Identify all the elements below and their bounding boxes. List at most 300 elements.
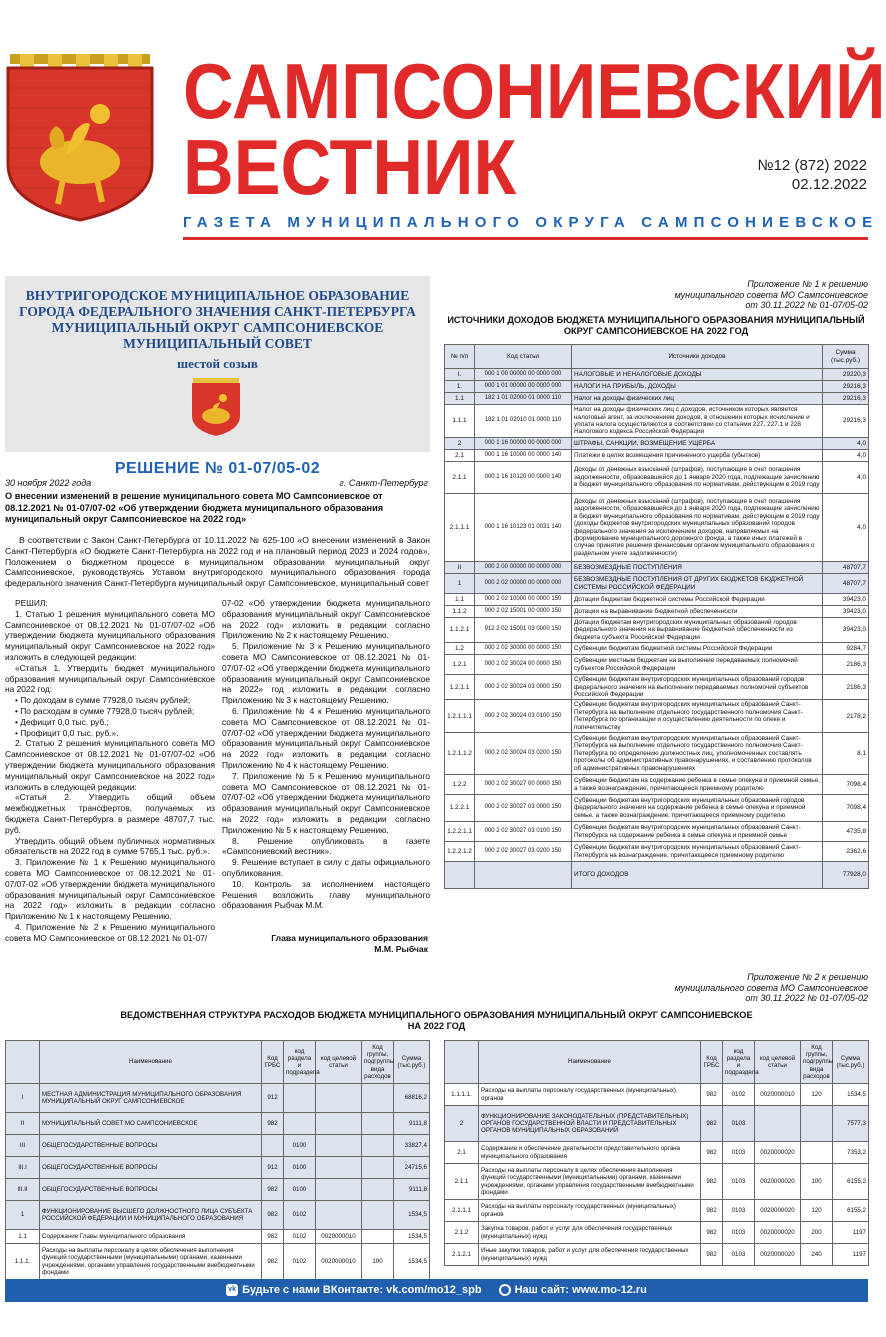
- decision-text-right: [222, 598, 430, 911]
- row-code: 000 2 02 15001 00 0000 150: [475, 606, 572, 618]
- row-number: 1.2.2.1.1: [445, 822, 475, 842]
- row-section-code: 0103: [723, 1222, 755, 1244]
- table-row: [6, 1157, 430, 1179]
- row-name: Субвенции бюджетам внутригородских муниципальных образований городов федерального значения на содержание ребенка в семье опекуна и приемной семье, а также вознаграждение, причитающееся приемному родителю: [572, 795, 823, 822]
- table-row: [445, 675, 869, 700]
- row-sum: 29216,3: [823, 381, 869, 393]
- row-code: 182 1 01 02010 01 0000 110: [475, 405, 572, 438]
- row-number: 1.2.1.1.2: [445, 733, 475, 775]
- row-section-code: 0102: [284, 1230, 316, 1244]
- row-grbs: 982: [262, 1230, 284, 1244]
- row-name: Расходы на выплаты персоналу государственных (муниципальных) органов: [479, 1200, 701, 1222]
- row-sum: 39423,0: [823, 606, 869, 618]
- paragraph: 1. Статью 1 решения муниципального совета МО Сампсониевское от 08.12.2021 № 01-07/07-02 «Об утверждении бюджета муниципального образования муниципальный округ Сампсониевское на 2022 год» изложить в следующей редакции:: [5, 608, 215, 662]
- row-number: 2: [445, 438, 475, 450]
- appendix-note-line: муниципального совета МО Сампсониевское: [674, 289, 868, 300]
- masthead-tagline: ГАЗЕТА МУНИЦИПАЛЬНОГО ОКРУГА САМПСОНИЕВСКОЕ: [183, 214, 879, 231]
- row-sum: 1534,5: [394, 1201, 430, 1230]
- column-header: код раздела и подраздела: [284, 1041, 316, 1084]
- vk-icon: vk: [226, 1284, 238, 1296]
- paragraph: 8. Решение опубликовать в газете «Сампсониевский вестник».: [222, 835, 430, 857]
- row-grbs: 982: [701, 1106, 723, 1142]
- row-code: 000 1 16 00000 00 0000 000: [475, 438, 572, 450]
- row-number: 1.1: [445, 594, 475, 606]
- row-code: [475, 862, 572, 889]
- appendix2-title: [5, 1010, 868, 1032]
- row-target-code: [316, 1113, 362, 1135]
- row-number: 1: [6, 1201, 40, 1230]
- row-expense-type: [801, 1106, 833, 1142]
- table-row: [445, 733, 869, 775]
- appendix-note-line: от 30.11.2022 № 01-07/05-02: [745, 993, 868, 1003]
- row-sum: 39423,0: [823, 618, 869, 643]
- table-row: [6, 1201, 430, 1230]
- row-sum: 33827,4: [394, 1135, 430, 1157]
- row-sum: 77928,0: [823, 862, 869, 889]
- row-expense-type: 200: [801, 1222, 833, 1244]
- row-number: 1.1: [6, 1230, 40, 1244]
- appendix2-title-line: НА 2022 ГОД: [407, 1021, 466, 1031]
- row-expense-type: [362, 1113, 394, 1135]
- table-row: [445, 450, 869, 462]
- list-item: • Дефицит 0,0 тыс. руб.;: [15, 717, 215, 728]
- column-header: Код группы, подгруппы вида расходов: [362, 1041, 394, 1084]
- column-header: код целевой статьи: [755, 1041, 801, 1084]
- appendix-note-line: Приложение № 1 к решению: [747, 279, 868, 289]
- row-name: Расходы на выплаты персоналу в целях обеспечения выполнения функций государственными (муниципальными) органами, казенными учреждениями, органами управления государственными внебюджетными фондами: [40, 1244, 262, 1280]
- row-code: 000 2 02 30027 03 0100 150: [475, 822, 572, 842]
- row-grbs: 982: [262, 1244, 284, 1280]
- row-expense-type: [362, 1230, 394, 1244]
- row-sum: 4,0: [823, 494, 869, 562]
- table-row: [445, 494, 869, 562]
- row-target-code: [755, 1106, 801, 1142]
- row-name: ФУНКЦИОНИРОВАНИЕ ВЫСШЕГО ДОЛЖНОСТНОГО ЛИЦА СУБЪЕКТА РОССИЙСКОЙ ФЕДЕРАЦИИ И МУНИЦИПАЛЬНОГО ОБРАЗОВАНИЯ: [40, 1201, 262, 1230]
- row-sum: 7098,4: [823, 775, 869, 795]
- table-row: [445, 438, 869, 450]
- footer-bar: [5, 1279, 868, 1302]
- row-number: 1.1.2.1: [445, 618, 475, 643]
- decision-title: РЕШЕНИЕ № 01-07/05-02: [114, 460, 321, 477]
- paragraph: 10. Контроль за исполнением настоящего Решения возложить главу муниципального образования Рыбчак М.М.: [222, 878, 430, 911]
- council-line: ВНУТРИГОРОДСКОЕ МУНИЦИПАЛЬНОЕ ОБРАЗОВАНИЕ: [25, 288, 410, 303]
- header-row: [445, 1041, 869, 1084]
- table-row: [445, 655, 869, 675]
- row-name: Доходы от денежных взысканий (штрафов), поступающие в счет погашения задолженности, образовавшейся до 1 января 2020 года, подлежащие зачислению в бюджет муниципального образования по нормативам, действующим в 2019 году: [572, 462, 823, 494]
- header-row: [6, 1041, 430, 1084]
- signature-title: Глава муниципального образования: [271, 933, 428, 943]
- paragraph: 5. Приложение № 3 к Решению муниципального совета МО Сампсониевское от 08.12.2021 № 01-07/07-02 «Об утверждении бюджета муниципального образования муниципальный округ Сампсониевское на 2022» год изложить в редакции согласно Приложению № 3 к настоящему Решению.: [222, 641, 430, 706]
- table-row: [445, 381, 869, 393]
- row-name: Содержание Главы муниципального образования: [40, 1230, 262, 1244]
- row-name: БЕЗВОЗМЕЗДНЫЕ ПОСТУПЛЕНИЯ ОТ ДРУГИХ БЮДЖЕТОВ БЮДЖЕТНОЙ СИСТЕМЫ РОССИЙСКОЙ ФЕДЕРАЦИИ: [572, 574, 823, 594]
- row-target-code: 0020000020: [755, 1164, 801, 1200]
- globe-icon: [499, 1284, 511, 1296]
- table-row: [445, 822, 869, 842]
- row-number: 1.1.1: [445, 405, 475, 438]
- row-number: I: [6, 1084, 40, 1113]
- appendix-note-line: муниципального совета МО Сампсониевское: [674, 982, 868, 993]
- row-grbs: 982: [701, 1200, 723, 1222]
- paragraph: 7. Приложение № 5 к Решению муниципального совета МО Сампсониевское от 08.12.2021 № 01-07/07-02 «Об утверждении бюджета муниципального образования муниципальный округ Сампсониевское на 2022 год» изложить в редакции согласно Приложению № 5 к настоящему Решению.: [222, 770, 430, 835]
- row-code: 000 1 16 10120 00 0000 140: [475, 462, 572, 494]
- row-name: Содержание и обеспечение деятельности представительного органа муниципального образования: [479, 1142, 701, 1164]
- table-row: [445, 562, 869, 574]
- row-number: 1.2.1.1.1: [445, 700, 475, 733]
- row-name: Налог на доходы физических лиц с доходов, источником которых является налоговый агент, за исключением доходов, в отношении которых исчисление и уплата налога осуществляются в соответствии со статьями 227, 227.1 и 228 Налогового кодекса Российской Федерации: [572, 405, 823, 438]
- row-number: III: [6, 1135, 40, 1157]
- row-number: 1.2.2: [445, 775, 475, 795]
- column-header: код раздела и подраздела: [723, 1041, 755, 1084]
- row-name: ШТРАФЫ, САНКЦИИ, ВОЗМЕЩЕНИЕ УЩЕРБА: [572, 438, 823, 450]
- row-target-code: 0020000020: [755, 1244, 801, 1266]
- row-number: 1.2.2.1.2: [445, 842, 475, 862]
- table-row: [445, 1106, 869, 1142]
- column-header: Код ГРБС: [701, 1041, 723, 1084]
- paragraph: «Статья 1. Утвердить бюджет муниципального образования муниципальный округ Сампсониевское на 2022 год:: [5, 662, 215, 695]
- row-name: ОБЩЕГОСУДАРСТВЕННЫЕ ВОПРОСЫ: [40, 1179, 262, 1201]
- row-sum: 6155,2: [833, 1164, 869, 1200]
- row-code: 000 1 16 10123 01 0031 140: [475, 494, 572, 562]
- row-name: Расходы на выплаты персоналу в целях обеспечения выполнения функций государственными (муниципальными) органами, казенными учреждениями, органами управления государственными внебюджетными фондами: [479, 1164, 701, 1200]
- row-expense-type: [362, 1179, 394, 1201]
- row-section-code: [284, 1113, 316, 1135]
- row-name: Субвенции бюджетам внутригородских муниципальных образований Санкт-Петербурга на выполнение отдельного государственного полномочия Санкт-Петербурга по определению должностных лиц, уполномоченных составлять протоколы об административных правонарушениях, и составлению протоколов об административных правонарушениях: [572, 733, 823, 775]
- row-code: 000 2 02 00000 00 0000 000: [475, 574, 572, 594]
- row-name: Закупка товаров, работ и услуг для обеспечения государственных (муниципальных) нужд: [479, 1222, 701, 1244]
- row-sum: 1197: [833, 1222, 869, 1244]
- row-number: 2.1.1: [445, 1164, 479, 1200]
- row-code: 000 2 02 30027 00 0000 150: [475, 775, 572, 795]
- paragraph: 3. Приложение № 1 к Решению муниципального совета МО Сампсониевское от 08.12.2021 № 01-07/07-02 «Об утверждении бюджета муниципального образования муниципальный округ Сампсониевское на 2022 год» изложить в редакции согласно Приложению № 1 к настоящему Решению.: [5, 857, 215, 922]
- row-name: Доходы от денежных взысканий (штрафов), поступающие в счет погашения задолженности, образовавшейся до 1 января 2020 года, подлежащие зачислению в бюджет муниципального образования по нормативам, действующим в 2019 году (доходы бюджетов внутригородских муниципальных образований городов федерального значения за исключением доходов, направляемых на формирование муниципального дорожного фонда, а также иных платежей в случае принятия решения финансовым органом муниципального образования о раздельном учете задолженности): [572, 494, 823, 562]
- vk-link[interactable]: Будьте с нами ВКонтакте: vk.com/mo12_spb: [242, 1284, 482, 1296]
- row-code: 000 2 00 00000 00 0000 000: [475, 562, 572, 574]
- row-number: III.II: [6, 1179, 40, 1201]
- table-row: [6, 1244, 430, 1280]
- appendix-note-line: Приложение № 2 к решению: [747, 972, 868, 982]
- row-sum: 4,0: [823, 462, 869, 494]
- row-sum: 24715,6: [394, 1157, 430, 1179]
- council-line: МУНИЦИПАЛЬНЫЙ СОВЕТ: [123, 336, 312, 351]
- row-number: 1.1.2: [445, 606, 475, 618]
- row-code: 000 2 02 10000 00 0000 150: [475, 594, 572, 606]
- table-row: [445, 606, 869, 618]
- issue-number: №12 (872) 2022: [757, 157, 867, 174]
- table-row: [445, 618, 869, 643]
- column-header: Сумма (тыс.руб.): [394, 1041, 430, 1084]
- row-name: ИТОГО ДОХОДОВ: [572, 862, 823, 889]
- row-name: МЕСТНАЯ АДМИНИСТРАЦИЯ МУНИЦИПАЛЬНОГО ОБРАЗОВАНИЯ МУНИЦИПАЛЬНЫЙ ОКРУГ САМПСОНИЕВСКОЕ: [40, 1084, 262, 1113]
- row-name: Субвенции бюджетам внутригородских муниципальных образований Санкт-Петербурга на содержание ребенка в семье опекуна и приемной семье: [572, 822, 823, 842]
- row-name: НАЛОГИ НА ПРИБЫЛЬ, ДОХОДЫ: [572, 381, 823, 393]
- row-sum: 48707,7: [823, 574, 869, 594]
- appendix-note-line: от 30.11.2022 № 01-07/05-02: [745, 300, 868, 310]
- row-grbs: 912: [262, 1084, 284, 1113]
- row-name: Субвенции бюджетам внутригородских муниципальных образований Санкт-Петербурга на выполнение отдельного государственного полномочия Санкт-Петербурга по организации и осуществлению деятельности по опеке и попечительству: [572, 700, 823, 733]
- row-sum: 29220,3: [823, 369, 869, 381]
- row-number: 2.1.2: [445, 1222, 479, 1244]
- row-sum: 39423,0: [823, 594, 869, 606]
- row-number: 2.1.1: [445, 462, 475, 494]
- decision-text-left: [5, 598, 215, 944]
- row-number: [445, 862, 475, 889]
- row-name: Дотации бюджетам бюджетной системы Российской Федерации: [572, 594, 823, 606]
- row-target-code: 0020000020: [755, 1142, 801, 1164]
- signature-name: М.М. Рыбчак: [374, 943, 428, 954]
- row-grbs: 982: [262, 1179, 284, 1201]
- table-row: [445, 775, 869, 795]
- row-sum: 4,0: [823, 438, 869, 450]
- column-header: Сумма (тыс.руб.): [823, 345, 869, 369]
- table-row: [445, 462, 869, 494]
- row-number: II: [445, 562, 475, 574]
- table-row: [445, 1244, 869, 1266]
- column-header: Наименование: [479, 1041, 701, 1084]
- row-name: НАЛОГОВЫЕ И НЕНАЛОГОВЫЕ ДОХОДЫ: [572, 369, 823, 381]
- paragraph: 6. Приложение № 4 к Решению муниципального совета МО Сампсониевское от 08.12.2021 № 01-07/07-02 «Об утверждении бюджета муниципального образования муниципальный округ Сампсониевское на 2022 год» изложить в редакции согласно Приложению № 4 к настоящему Решению.: [222, 705, 430, 770]
- table-row: [445, 1222, 869, 1244]
- row-code: 000 1 01 00000 00 0000 000: [475, 381, 572, 393]
- row-target-code: 0020000020: [755, 1222, 801, 1244]
- row-sum: 2362,6: [823, 842, 869, 862]
- list-item: • По расходам в сумме 77928,0 тысяч рублей;: [15, 706, 215, 717]
- row-name: Платежи в целях возмещения причиненного ущерба (убытков): [572, 450, 823, 462]
- row-sum: 7098,4: [823, 795, 869, 822]
- row-number: 2: [445, 1106, 479, 1142]
- table-row: [6, 1084, 430, 1113]
- row-sum: 29216,3: [823, 393, 869, 405]
- row-name: Иные закупки товаров, работ и услуг для обеспечения государственных (муниципальных) нужд: [479, 1244, 701, 1266]
- row-section-code: 0102: [723, 1084, 755, 1106]
- row-number: 1.2.2.1: [445, 795, 475, 822]
- masthead-title-line1: САМПСОНИЕВСКИЙ: [183, 47, 886, 135]
- row-grbs: 982: [701, 1244, 723, 1266]
- row-sum: 7577,3: [833, 1106, 869, 1142]
- table-row: [6, 1135, 430, 1157]
- column-header: [445, 1041, 479, 1084]
- table-row: [445, 842, 869, 862]
- table-row: [6, 1230, 430, 1244]
- row-name: ОБЩЕГОСУДАРСТВЕННЫЕ ВОПРОСЫ: [40, 1135, 262, 1157]
- column-header: Источники доходов: [572, 345, 823, 369]
- row-name: Субвенции бюджетам на содержание ребенка в семье опекуна и приемной семье, а также вознаграждение, причитающееся приемному родителю: [572, 775, 823, 795]
- row-sum: 2186,3: [823, 675, 869, 700]
- row-sum: 9284,7: [823, 643, 869, 655]
- table-row: [445, 369, 869, 381]
- row-section-code: 0100: [284, 1157, 316, 1179]
- row-code: 000 1 00 00000 00 0000 000: [475, 369, 572, 381]
- column-header: [6, 1041, 40, 1084]
- column-header: Код группы, подгруппы вида расходов: [801, 1041, 833, 1084]
- row-name: БЕЗВОЗМЕЗДНЫЕ ПОСТУПЛЕНИЯ: [572, 562, 823, 574]
- row-section-code: 0100: [284, 1179, 316, 1201]
- row-target-code: [316, 1201, 362, 1230]
- row-expense-type: 240: [801, 1244, 833, 1266]
- row-expense-type: 100: [801, 1164, 833, 1200]
- paragraph: 07-02 «Об утверждении бюджета муниципального образования муниципальный округ Сампсониевское на 2022 год» изложить в редакции согласно Приложению № 2 к настоящему Решению.: [222, 598, 430, 641]
- paragraph: 9. Решение вступает в силу с даты официального опубликования.: [222, 857, 430, 878]
- masthead-title-line2: ВЕСТНИК: [183, 123, 517, 211]
- row-grbs: 982: [701, 1142, 723, 1164]
- column-header: Код ГРБС: [262, 1041, 284, 1084]
- issue-info: [758, 156, 868, 194]
- row-sum: 2186,3: [823, 655, 869, 675]
- row-code: 000 2 02 30024 00 0000 150: [475, 655, 572, 675]
- decision-date: 30 ноября 2022 года: [5, 478, 92, 488]
- row-expense-type: [362, 1084, 394, 1113]
- list-item: • По доходам в сумме 77928,0 тысяч рублей;: [15, 695, 215, 706]
- convocation: шестой созыв: [177, 356, 258, 371]
- row-number: 2.1.2.1: [445, 1244, 479, 1266]
- row-name: Дотации бюджетам внутригородских муниципальных образований городов федерального значения на выравнивание бюджетной обеспеченности из бюджета субъекта Российской Федерации: [572, 618, 823, 643]
- row-name: Субвенции бюджетам бюджетной системы Российской Федерации: [572, 643, 823, 655]
- row-expense-type: 120: [801, 1084, 833, 1106]
- row-sum: 68816,2: [394, 1084, 430, 1113]
- council-line: МУНИЦИПАЛЬНЫЙ ОКРУГ САМПСОНИЕВСКОЕ: [51, 320, 384, 335]
- column-header: код целевой статьи: [316, 1041, 362, 1084]
- row-number: III.I: [6, 1157, 40, 1179]
- row-code: 182 1 01 02000 01 0000 110: [475, 393, 572, 405]
- column-header: Сумма (тыс.руб.): [833, 1041, 869, 1084]
- paragraph: 2. Статью 2 решения муниципального совета МО Сампсониевское от 08.12.2021 № 01-07/07-02 «Об утверждении бюджета муниципального образования муниципальный округ Сампсониевское на 2022 год» изложить в следующей редакции:: [5, 738, 215, 792]
- column-header: Код статьи: [475, 345, 572, 369]
- table-row: [445, 594, 869, 606]
- row-section-code: 0103: [723, 1142, 755, 1164]
- row-sum: 1197: [833, 1244, 869, 1266]
- row-sum: 1534,5: [833, 1084, 869, 1106]
- signature-block: [271, 933, 428, 954]
- row-grbs: [262, 1135, 284, 1157]
- row-name: ОБЩЕГОСУДАРСТВЕННЫЕ ВОПРОСЫ: [40, 1157, 262, 1179]
- row-target-code: [316, 1157, 362, 1179]
- resolved-heading: РЕШИЛ:: [15, 598, 48, 608]
- paragraph: Утвердить общий объем публичных нормативных обязательств на 2022 год в сумме 5765,1 тыс. руб.».: [5, 835, 215, 857]
- row-number: 2.1: [445, 1142, 479, 1164]
- paragraph: «Статья 2. Утвердить общий объем межбюджетных трансфертов, получаемых из бюджета Санкт-Петербурга в размере 48707,7 тыс. руб.: [5, 792, 215, 835]
- row-expense-type: [362, 1157, 394, 1179]
- row-number: 1.: [445, 381, 475, 393]
- table-row: [445, 1164, 869, 1200]
- row-number: 2.1: [445, 450, 475, 462]
- row-sum: 8,1: [823, 733, 869, 775]
- row-section-code: 0103: [723, 1106, 755, 1142]
- row-sum: 6155,2: [833, 1200, 869, 1222]
- row-grbs: 982: [262, 1201, 284, 1230]
- row-sum: 7353,2: [833, 1142, 869, 1164]
- expenses-table-right: [444, 1040, 869, 1266]
- row-sum: 9111,8: [394, 1179, 430, 1201]
- row-section-code: 0103: [723, 1244, 755, 1266]
- row-section-code: 0102: [284, 1201, 316, 1230]
- table-row: [445, 574, 869, 594]
- row-section-code: [284, 1084, 316, 1113]
- paragraph: 4. Приложение № 2 к Решению муниципального совета МО Сампсониевское от 08.12.2021 № 01-07/: [5, 921, 215, 943]
- decision-place: г. Санкт-Петербург: [339, 478, 428, 488]
- row-sum: 2178,2: [823, 700, 869, 733]
- row-name: Субвенции бюджетам внутригородских муниципальных образований городов федерального значения на выполнение передаваемых полномочий субъектов Российской Федерации: [572, 675, 823, 700]
- list-item: • Профицит 0,0 тыс. руб.».: [15, 728, 215, 739]
- column-header: Наименование: [40, 1041, 262, 1084]
- appendix1-note: [675, 279, 868, 311]
- row-number: 2.1.1.1: [445, 494, 475, 562]
- row-grbs: 982: [701, 1084, 723, 1106]
- row-expense-type: 100: [362, 1244, 394, 1280]
- row-code: 000 2 02 30024 03 0100 150: [475, 700, 572, 733]
- row-code: 000 2 02 30027 03 0000 150: [475, 795, 572, 822]
- row-code: 912 2 02 15001 03 0000 150: [475, 618, 572, 643]
- row-number: 1.1.1.: [6, 1244, 40, 1280]
- budget-list: [5, 695, 215, 738]
- masthead-divider: [183, 237, 868, 240]
- table-row: [6, 1179, 430, 1201]
- row-name: Субвенции местным бюджетам на выполнение передаваемых полномочий субъектов Российской Федерации: [572, 655, 823, 675]
- row-name: Субвенции бюджетам внутригородских муниципальных образований Санкт-Петербурга на вознаграждение, причитающееся приемному родителю: [572, 842, 823, 862]
- appendix2-title-line: ВЕДОМСТВЕННАЯ СТРУКТУРА РАСХОДОВ БЮДЖЕТА МУНИЦИПАЛЬНОГО ОБРАЗОВАНИЯ МУНИЦИПАЛЬНЫЙ ОКРУГ САМПСОНИЕВСКОЕ: [120, 1010, 753, 1020]
- decision-intro: В соответствии с Закон Санкт-Петербурга от 10.11.2022 № 625-100 «О внесении изменений в Закон Санкт-Петербурга «О бюджете Санкт-Петербурга на 2022 год и на плановый период 2023 и 2024 годов», Положением о бюджетном процессе в муниципальном образовании муниципальный округ Сампсониевское, руководствуясь Уставом внутригородского муниципального образования города федерального значения Санкт-Петербурга муниципальный округ Сампсониевское, муниципальный совет: [5, 535, 430, 589]
- row-sum: 1534,5: [394, 1244, 430, 1280]
- row-number: II: [6, 1113, 40, 1135]
- row-section-code: 0103: [723, 1200, 755, 1222]
- row-name: МУНИЦИПАЛЬНЫЙ СОВЕТ МО САМПСОНИЕВСКОЕ: [40, 1113, 262, 1135]
- coat-of-arms-small: [190, 378, 242, 436]
- row-grbs: 982: [262, 1113, 284, 1135]
- row-number: 1.1: [445, 393, 475, 405]
- row-code: 000 2 02 30027 03 0200 150: [475, 842, 572, 862]
- column-header: № п/п: [445, 345, 475, 369]
- table-row: [6, 1113, 430, 1135]
- row-code: 000 2 02 30000 00 0000 150: [475, 643, 572, 655]
- row-target-code: 0020000010: [316, 1230, 362, 1244]
- row-number: I.: [445, 369, 475, 381]
- expenses-table-left: [5, 1040, 430, 1280]
- row-sum: 29216,3: [823, 405, 869, 438]
- row-section-code: 0103: [723, 1164, 755, 1200]
- table-row: [445, 405, 869, 438]
- table-row: [445, 1200, 869, 1222]
- table-row: [445, 862, 869, 889]
- row-target-code: [316, 1084, 362, 1113]
- row-target-code: 0020000020: [755, 1200, 801, 1222]
- row-expense-type: [362, 1201, 394, 1230]
- income-sources-table: [444, 344, 869, 889]
- row-sum: 9111,8: [394, 1113, 430, 1135]
- row-grbs: 912: [262, 1157, 284, 1179]
- decision-subject: О внесении изменений в решение муниципального совета МО Сампсониевское от 08.12.2021 № 01-07/07-02 «Об утверждении бюджета муниципального образования муниципальный округ Сампсониевское на 2022 год»: [5, 491, 384, 524]
- table-row: [445, 643, 869, 655]
- row-number: 1.2: [445, 643, 475, 655]
- table-row: [445, 700, 869, 733]
- row-expense-type: [362, 1135, 394, 1157]
- row-target-code: [316, 1135, 362, 1157]
- row-expense-type: 120: [801, 1200, 833, 1222]
- row-sum: 1534,5: [394, 1230, 430, 1244]
- row-name: Расходы на выплаты персоналу государственных (муниципальных) органов: [479, 1084, 701, 1106]
- row-target-code: 0020000010: [316, 1244, 362, 1280]
- row-sum: 4735,8: [823, 822, 869, 842]
- row-number: 1.2.1.1: [445, 675, 475, 700]
- row-number: 1: [445, 574, 475, 594]
- row-code: 000 1 16 10000 00 0000 140: [475, 450, 572, 462]
- table-row: [445, 795, 869, 822]
- row-grbs: 982: [701, 1222, 723, 1244]
- row-number: 2.1.1.1: [445, 1200, 479, 1222]
- row-section-code: 0102: [284, 1244, 316, 1280]
- row-sum: 48707,7: [823, 562, 869, 574]
- row-expense-type: [801, 1142, 833, 1164]
- site-link[interactable]: Наш сайт: www.mo-12.ru: [514, 1284, 647, 1296]
- row-section-code: 0100: [284, 1135, 316, 1157]
